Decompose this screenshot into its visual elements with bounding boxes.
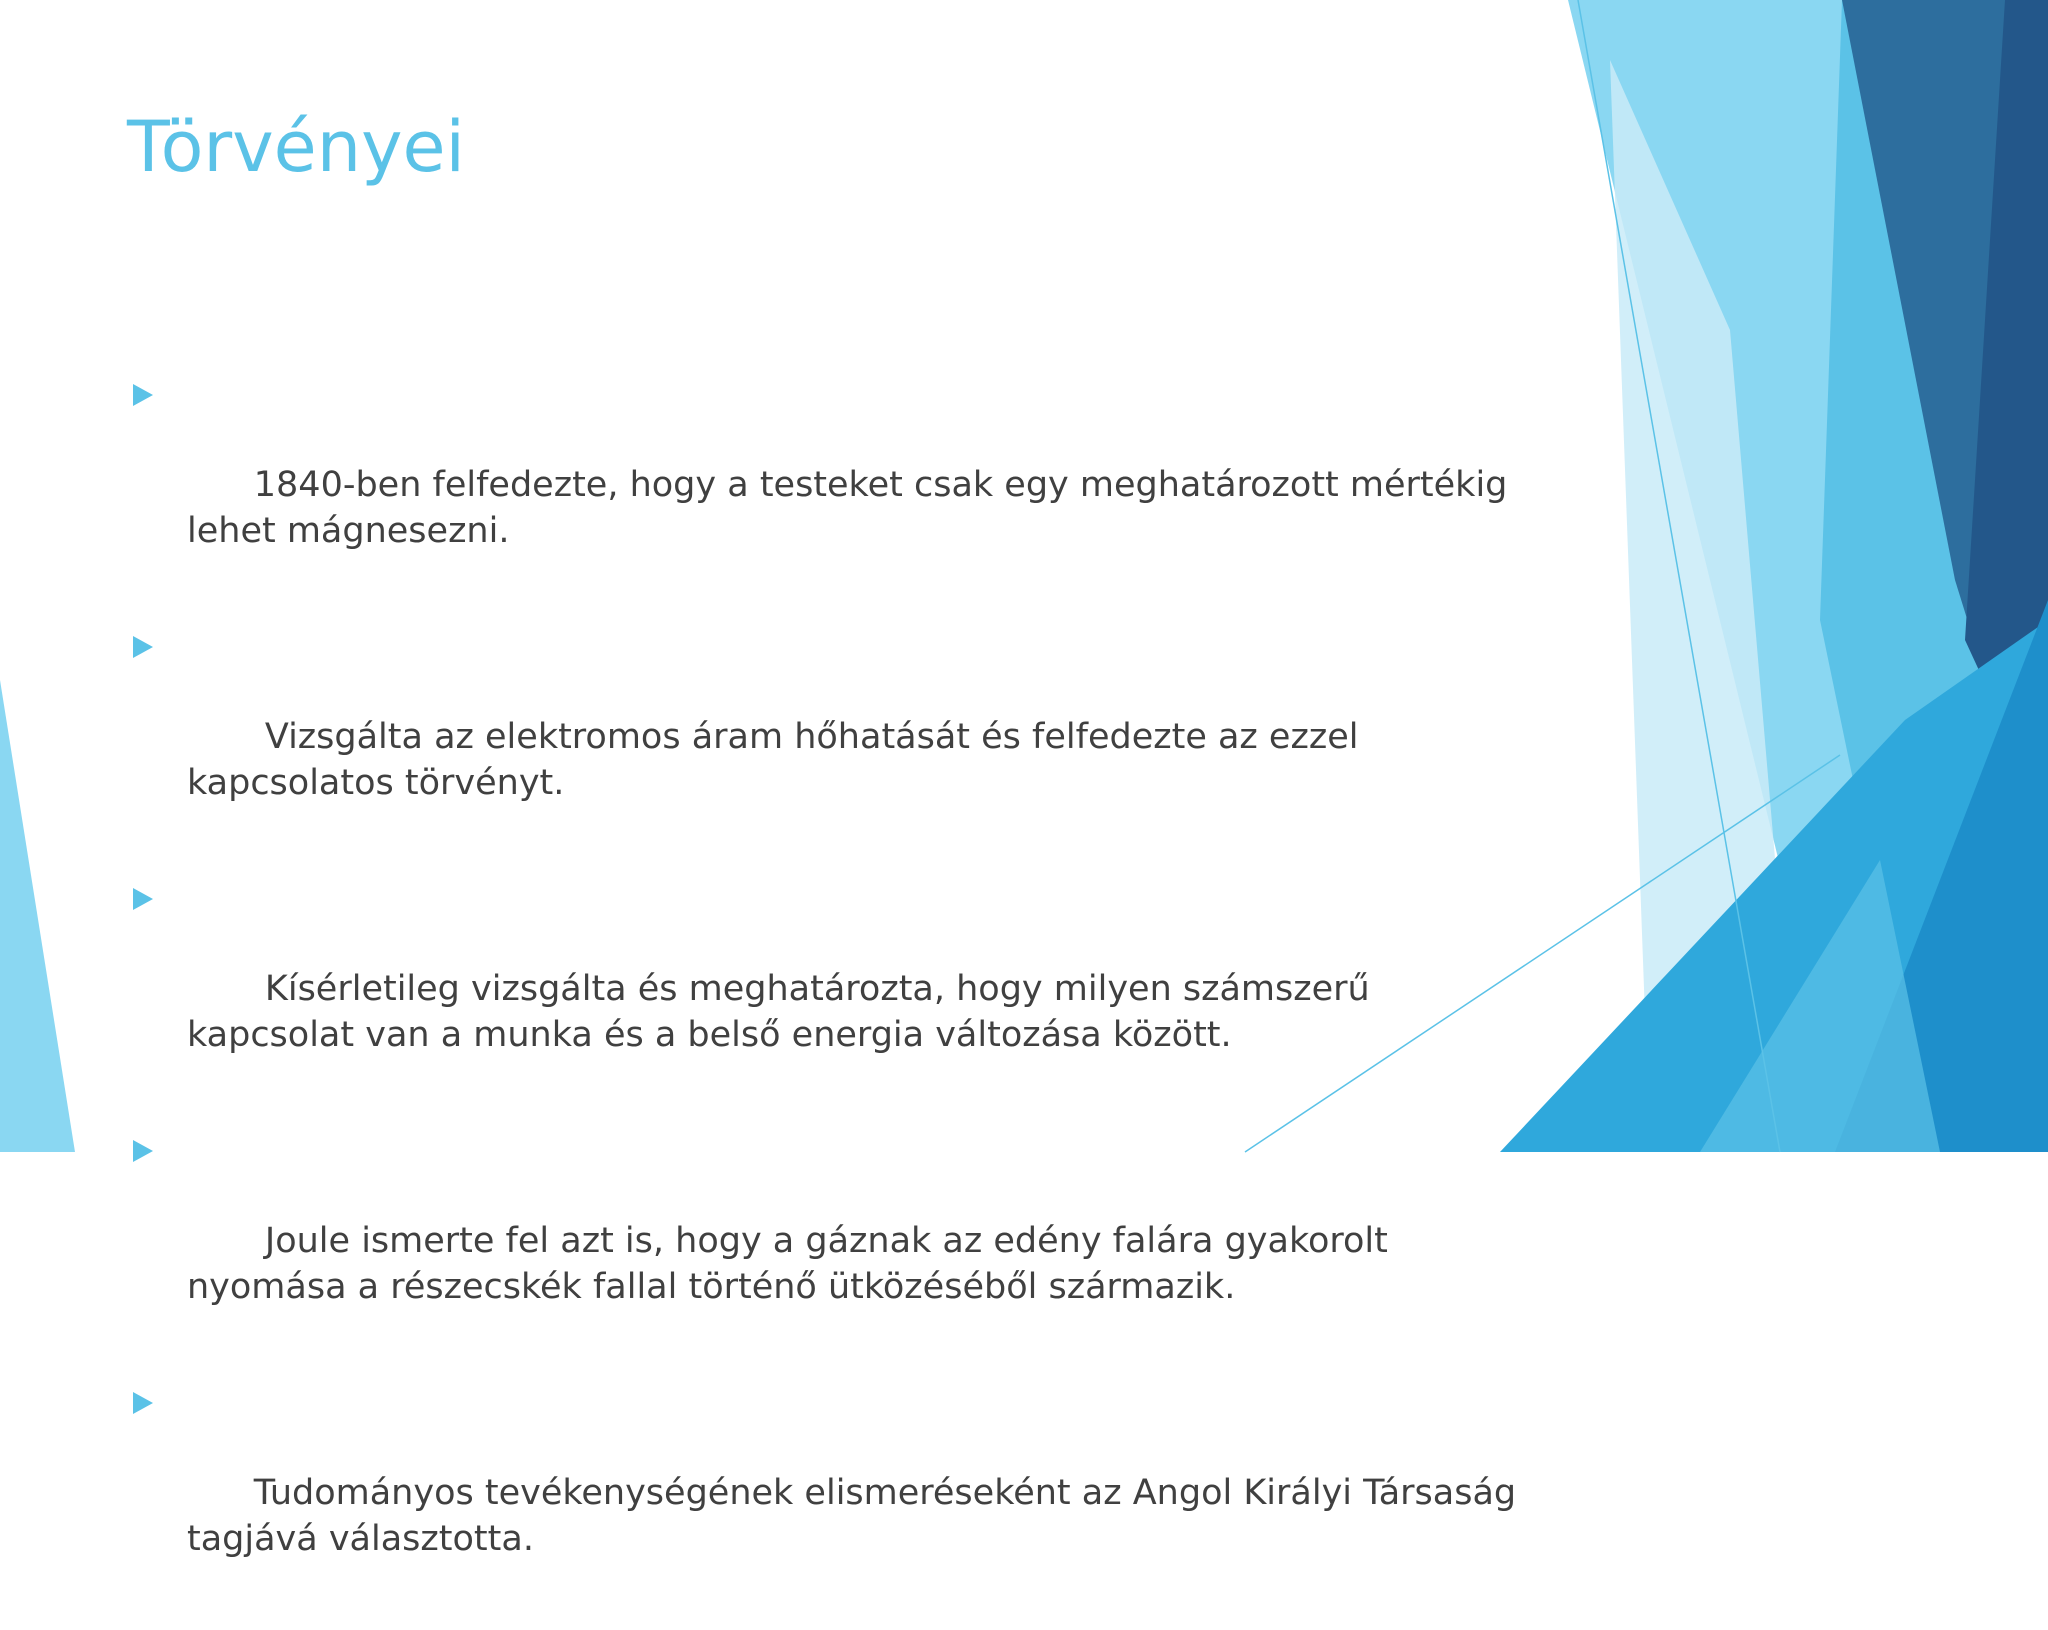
bullet-item bbox=[128, 1378, 1528, 1608]
bullet-text: Kísérletileg vizsgálta és meghatározta, hogy milyen számszerű kapcsolat van a munka és a belső energia változása között. bbox=[187, 969, 1381, 1055]
triangle-right-icon bbox=[133, 888, 153, 910]
bullet-item bbox=[128, 370, 1528, 600]
bullet-list bbox=[128, 370, 1528, 1630]
triangle-right-icon bbox=[133, 1140, 153, 1162]
bullet-item bbox=[128, 1126, 1528, 1356]
bullet-text: Vizsgálta az elektromos áram hőhatását és felfedezte az ezzel kapcsolatos törvényt. bbox=[187, 717, 1370, 803]
bullet-item bbox=[128, 874, 1528, 1104]
bullet-text: Tudományos tevékenységének elismeréseként az Angol Királyi Társaság tagjává választotta. bbox=[187, 1473, 1528, 1559]
bullet-text: Joule ismerte fel azt is, hogy a gáznak az edény falára gyakorolt nyomása a részecskék fallal történő ütközéséből származik. bbox=[187, 1221, 1400, 1307]
left-edge-shape bbox=[0, 680, 75, 1152]
bullet-text: 1840-ben felfedezte, hogy a testeket csak egy meghatározott mértékig lehet mágnesezni. bbox=[187, 465, 1519, 551]
triangle-right-icon bbox=[133, 384, 153, 406]
slide-title: Törvényei bbox=[127, 106, 466, 188]
bullet-item bbox=[128, 622, 1528, 852]
triangle-right-icon bbox=[133, 1392, 153, 1414]
triangle-right-icon bbox=[133, 636, 153, 658]
